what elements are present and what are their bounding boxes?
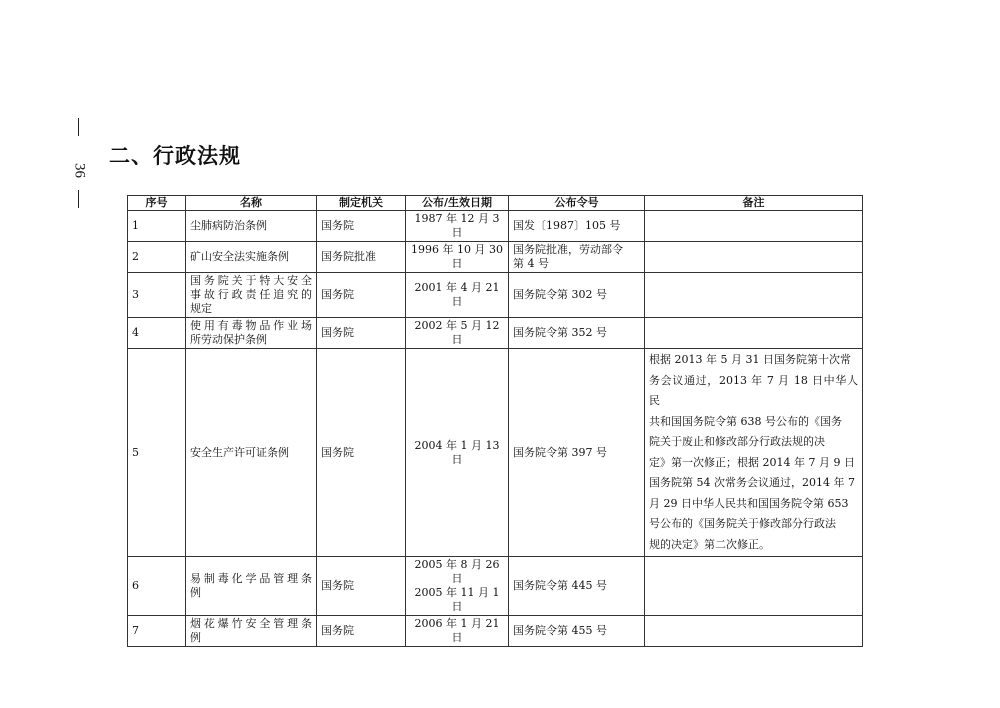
cell-note: [645, 273, 863, 318]
cell-decree-line: 国务院令第 445 号: [513, 579, 607, 592]
cell-date: [406, 616, 509, 647]
cell-date: [406, 557, 509, 616]
cell-decree-line: 第 4 号: [513, 257, 549, 270]
cell-authority: 国务院: [317, 616, 406, 647]
cell-name-line: 使用有毒物品作业场: [190, 319, 312, 332]
cell-decree-line: 国务院令第 352 号: [513, 326, 607, 339]
cell-name-line: 安全生产许可证条例: [190, 445, 289, 459]
cell-date-line: 1987 年 12 月 3 日: [414, 212, 500, 239]
cell-note: [645, 242, 863, 273]
header-authority: 制定机关: [317, 196, 406, 211]
cell-date: [406, 349, 509, 557]
table-row: [128, 557, 863, 616]
cell-authority: 国务院: [317, 557, 406, 616]
table-row: [128, 318, 863, 349]
cell-name: [186, 273, 317, 318]
table-header-row: [128, 196, 863, 211]
cell-note-line: 国务院第 54 次常务会议通过，2014 年 7: [649, 476, 855, 489]
cell-note-line: 根据 2013 年 5 月 31 日国务院第十次常: [649, 353, 851, 366]
cell-index: 5: [128, 349, 186, 557]
cell-decree-line: 国务院批准，劳动部令: [513, 243, 623, 256]
cell-decree: [509, 211, 645, 242]
table-row: [128, 242, 863, 273]
cell-name-line: 所劳动保护条例: [190, 333, 267, 346]
cell-date: [406, 318, 509, 349]
cell-note: [645, 211, 863, 242]
cell-name-line: 尘肺病防治条例: [190, 219, 267, 232]
cell-decree: [509, 318, 645, 349]
cell-note-line: 院关于废止和修改部分行政法规的决: [649, 435, 825, 448]
cell-decree: [509, 557, 645, 616]
cell-date: [406, 273, 509, 318]
cell-index: 7: [128, 616, 186, 647]
cell-note-line: 规的决定》第二次修正。: [649, 537, 770, 551]
table-row: [128, 616, 863, 647]
cell-name-line: 例: [190, 631, 201, 644]
cell-decree-line: 国务院令第 302 号: [513, 288, 607, 301]
cell-date-line: 2002 年 5 月 12 日: [414, 319, 500, 346]
cell-name: [186, 211, 317, 242]
cell-date-line: 2005 年 11 月 1 日: [414, 586, 500, 613]
cell-authority: 国务院批准: [317, 242, 406, 273]
cell-index: 6: [128, 557, 186, 616]
page-number-rule-bottom: [78, 190, 79, 208]
cell-index: 1: [128, 211, 186, 242]
cell-note: [645, 557, 863, 616]
cell-name: [186, 318, 317, 349]
cell-name-line: 烟花爆竹安全管理条: [190, 617, 312, 630]
cell-note-line: 务会议通过，2013 年 7 月 18 日中华人民: [649, 373, 858, 407]
cell-authority: 国务院: [317, 273, 406, 318]
cell-index: 4: [128, 318, 186, 349]
cell-name-line: 例: [190, 586, 201, 599]
cell-date-line: 2004 年 1 月 13 日: [414, 438, 500, 466]
cell-name-line: 规定: [190, 302, 212, 315]
header-note: 备注: [645, 196, 863, 211]
cell-date-line: 1996 年 10 月 30 日: [411, 243, 503, 270]
cell-name-line: 矿山安全法实施条例: [190, 250, 289, 263]
page-number: 36: [71, 163, 88, 178]
header-date: 公布/生效日期: [406, 196, 509, 211]
cell-authority: 国务院: [317, 318, 406, 349]
cell-date: [406, 242, 509, 273]
cell-authority: 国务院: [317, 349, 406, 557]
cell-date-line: 2006 年 1 月 21 日: [414, 617, 500, 644]
page-number-rule-top: [78, 118, 79, 136]
cell-date: [406, 211, 509, 242]
cell-decree-line: 国务院令第 397 号: [513, 445, 607, 459]
cell-name: [186, 616, 317, 647]
cell-name: [186, 557, 317, 616]
table-body: [128, 211, 863, 647]
cell-note-line: 号公布的《国务院关于修改部分行政法: [649, 517, 836, 530]
cell-date-line: 2001 年 4 月 21 日: [414, 281, 500, 308]
cell-authority: 国务院: [317, 211, 406, 242]
cell-note: [645, 616, 863, 647]
table-row: [128, 349, 863, 557]
cell-index: 3: [128, 273, 186, 318]
cell-note: [645, 349, 863, 557]
regulations-table: [127, 195, 863, 647]
cell-note: [645, 318, 863, 349]
cell-decree: [509, 242, 645, 273]
cell-note-line: 定》第一次修正；根据 2014 年 7 月 9 日: [649, 455, 855, 469]
header-name: 名称: [186, 196, 317, 211]
table-row: [128, 273, 863, 318]
cell-decree: [509, 616, 645, 647]
cell-name-line: 事故行政责任追究的: [190, 288, 312, 301]
cell-name: [186, 242, 317, 273]
cell-decree-line: 国发〔1987〕105 号: [513, 219, 621, 232]
cell-name-line: 国务院关于特大安全: [190, 274, 312, 287]
cell-name: [186, 349, 317, 557]
cell-name-line: 易制毒化学品管理条: [190, 572, 312, 585]
header-decree: 公布令号: [509, 196, 645, 211]
table-row: [128, 211, 863, 242]
cell-decree-line: 国务院令第 455 号: [513, 624, 607, 637]
cell-decree: [509, 349, 645, 557]
cell-decree: [509, 273, 645, 318]
cell-note-line: 月 29 日中华人民共和国国务院令第 653: [649, 496, 849, 510]
cell-note-line: 共和国国务院令第 638 号公布的《国务: [649, 414, 842, 428]
cell-index: 2: [128, 242, 186, 273]
page-number-block: [66, 118, 92, 210]
section-title: 二、行政法规: [109, 144, 241, 168]
header-index: 序号: [128, 196, 186, 211]
cell-date-line: 2005 年 8 月 26 日: [414, 558, 500, 585]
